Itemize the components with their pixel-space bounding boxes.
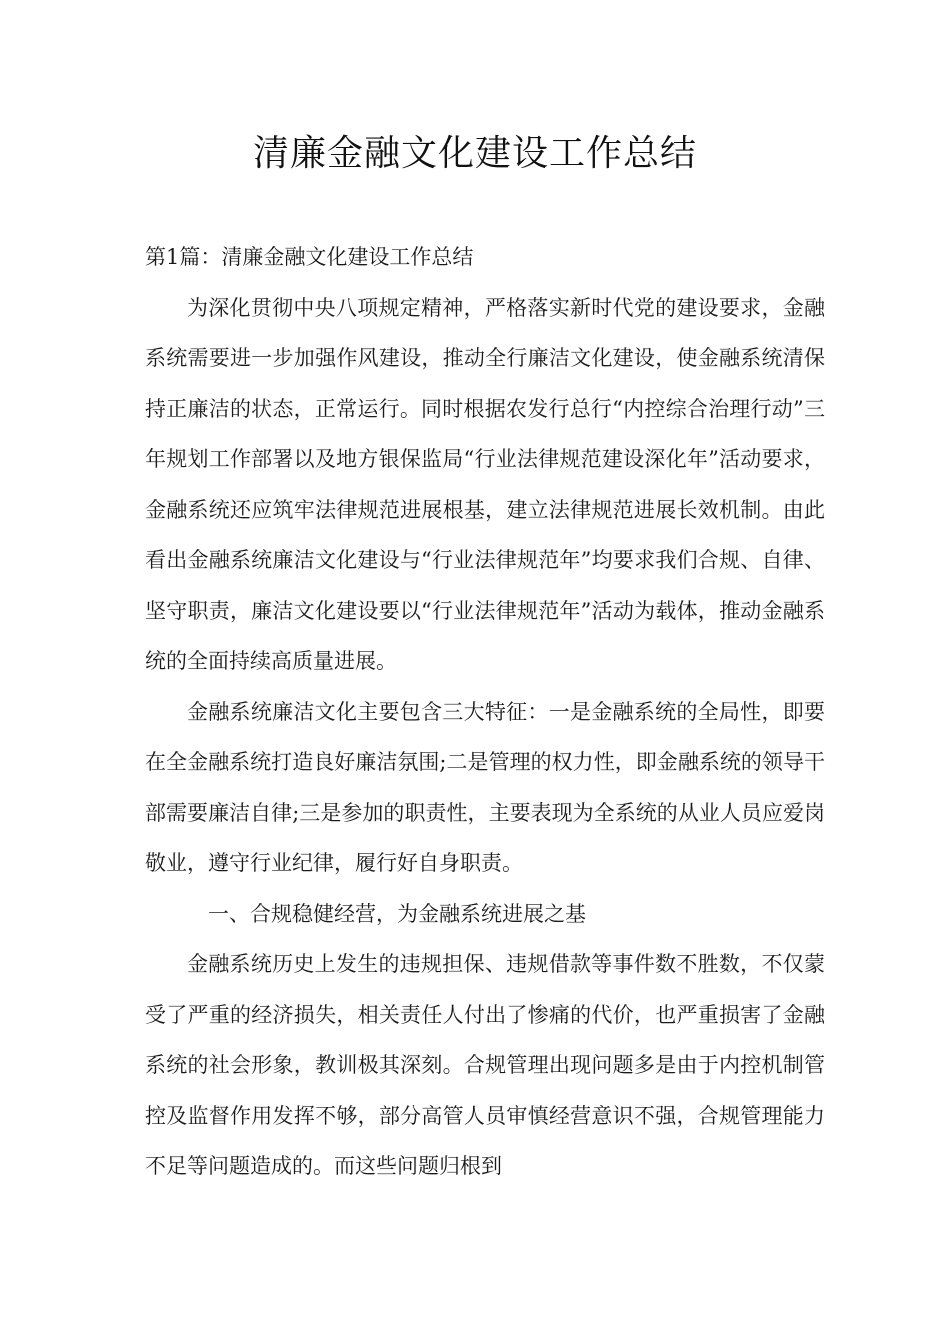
paragraph-1: 为深化贯彻中央八项规定精神，严格落实新时代党的建设要求，金融系统需要进一步加强作风建设，推动全行廉洁文化建设，使金融系统清保持正廉洁的状态，正常运行。同时根据农发行总行“内控综合治理行动”三年规划工作部署以及地方银保监局“行业法律规范建设深化年”活动要求，金融系统还应筑牢法律规范进展根基，建立法律规范进展长效机制。由此看出金融系统廉洁文化建设与“行业法律规范年”均要求我们合规、自律、坚守职责，廉洁文化建设要以“行业法律规范年”活动为载体，推动金融系统的全面持续高质量进展。 xyxy=(145,295,825,673)
section-label: 第1篇：清廉金融文化建设工作总结 xyxy=(145,245,474,269)
paragraph-3: 金融系统历史上发生的违规担保、违规借款等事件数不胜数，不仅蒙受了严重的经济损失，相关责任人付出了惨痛的代价，也严重损害了金融系统的社会形象，教训极其深刻。合规管理出现问题多是由于内控机制管控及监督作用发挥不够，部分高管人员审慎经营意识不强，合规管理能力不足等问题造成的。而这些问题归根到 xyxy=(145,952,825,1178)
paragraph-2: 金融系统廉洁文化主要包含三大特征：一是金融系统的全局性，即要在全金融系统打造良好廉洁氛围;二是管理的权力性，即金融系统的领导干部需要廉洁自律;三是参加的职责性，主要表现为全系统的从业人员应爱岗敬业，遵守行业纪律，履行好自身职责。 xyxy=(145,699,825,875)
document-title: 清廉金融文化建设工作总结 xyxy=(252,133,697,174)
section-subheading: 一、合规稳健经营，为金融系统进展之基 xyxy=(208,901,586,926)
document-body xyxy=(145,232,825,1192)
